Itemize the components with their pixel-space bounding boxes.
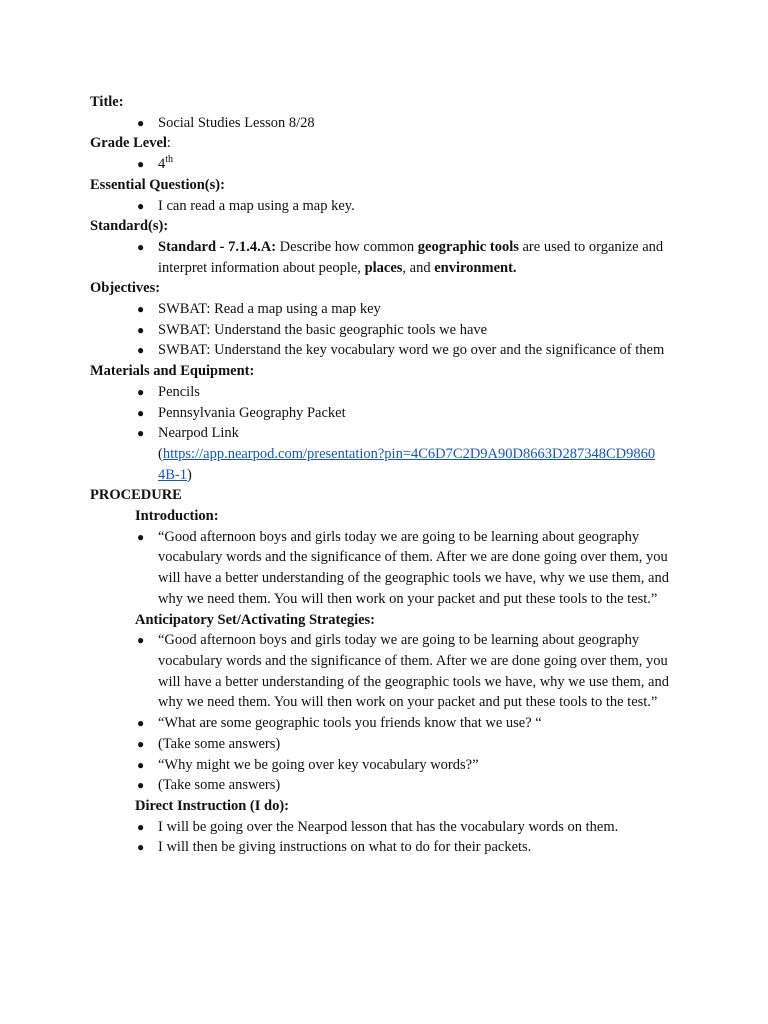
list-item: ● SWBAT: Understand the basic geographic tools we have — [90, 320, 690, 341]
list-item: ● “Why might we be going over key vocabulary words?” — [135, 755, 690, 776]
bullet-icon: ● — [137, 384, 145, 399]
materials-heading: Materials and Equipment: — [90, 363, 255, 380]
bullet-icon: ● — [137, 405, 145, 420]
bullet-icon: ● — [137, 716, 145, 731]
introduction-heading: Introduction: — [135, 508, 219, 525]
grade-level-list — [90, 154, 690, 175]
list-item: ● (Take some answers) — [135, 775, 690, 796]
title-list — [90, 113, 690, 134]
materials-list — [90, 382, 690, 486]
nearpod-link[interactable]: https://app.nearpod.com/presentation?pin=4C6D7C2D9A90D8663D287348CD9860 4B-1 — [158, 445, 656, 483]
direct-instruction-heading: Direct Instruction (I do): — [135, 797, 289, 814]
essential-questions-list — [90, 196, 690, 217]
list-item — [90, 154, 690, 175]
essential-questions-heading: Essential Question(s): — [90, 176, 225, 193]
list-item: ● Pennsylvania Geography Packet — [90, 403, 690, 424]
bullet-icon: ● — [137, 736, 145, 751]
bullet-icon: ● — [137, 157, 145, 172]
bullet-icon: ● — [137, 757, 145, 772]
standard-code: Standard - 7.1.4.A: — [158, 238, 277, 255]
list-item: ● SWBAT: Understand the key vocabulary word we go over and the significance of them — [90, 340, 690, 361]
anticipatory-heading: Anticipatory Set/Activating Strategies: — [135, 611, 376, 628]
list-item: ● I will be going over the Nearpod lesson that has the vocabulary words on them. — [135, 817, 690, 838]
list-item: ● “What are some geographic tools you friends know that we use? “ — [135, 713, 690, 734]
bullet-icon: ● — [137, 302, 145, 317]
list-item: ● “Good afternoon boys and girls today we are going to be learning about geography vocabulary words and the significance of them. After we are done going over them, you will have a better understanding of the geographic tools we have, why we use them, and why we need them. You will then work on your packet and put these tools to the test.” — [137, 632, 669, 711]
bullet-icon: ● — [137, 840, 145, 855]
grade-value: 4 — [158, 156, 166, 173]
grade-level-heading: Grade Level: — [90, 135, 171, 152]
direct-instruction-list — [90, 817, 690, 858]
list-item: ● I can read a map using a map key. — [90, 196, 690, 217]
objectives-heading: Objectives: — [90, 280, 161, 297]
bullet-icon: ● — [137, 426, 145, 441]
bullet-icon: ● — [137, 198, 145, 213]
bullet-icon: ● — [137, 529, 145, 544]
list-item: ● I will then be giving instructions on what to do for their packets. — [135, 837, 690, 858]
bullet-icon: ● — [137, 343, 145, 358]
list-item: ● SWBAT: Read a map using a map key — [90, 299, 690, 320]
bullet-icon: ● — [137, 633, 145, 648]
anticipatory-list — [90, 630, 690, 796]
bullet-icon: ● — [137, 239, 145, 254]
list-item: ● Nearpod Link (https://app.nearpod.com/presentation?pin=4C6D7C2D9A90D8663D287348CD9860 4B-1) — [137, 425, 656, 483]
bullet-icon: ● — [137, 322, 145, 337]
list-item: ● Social Studies Lesson 8/28 — [90, 113, 690, 134]
list-item: ● “Good afternoon boys and girls today we are going to be learning about geography vocabulary words and the significance of them. After we are done going over them, you will have a better understanding of the geographic tools we have, why we use them, and why we need them. You will then work on your packet and put these tools to the test.” — [137, 528, 669, 607]
standards-heading: Standard(s): — [90, 218, 169, 235]
title-heading: Title: — [90, 94, 124, 110]
objectives-list — [90, 299, 690, 361]
list-item: ● Pencils — [90, 382, 690, 403]
introduction-list — [90, 527, 690, 610]
lesson-plan — [90, 92, 690, 858]
standards-list — [90, 237, 690, 278]
list-item: ● Standard - 7.1.4.A: Describe how common geographic tools are used to organize and interpret information about people, places, and environment. — [137, 238, 664, 276]
list-item: ● (Take some answers) — [135, 734, 690, 755]
bullet-icon: ● — [137, 819, 145, 834]
bullet-icon: ● — [137, 115, 145, 130]
bullet-icon: ● — [137, 778, 145, 793]
procedure-heading: PROCEDURE — [90, 487, 182, 504]
grade-suffix: th — [165, 154, 174, 166]
